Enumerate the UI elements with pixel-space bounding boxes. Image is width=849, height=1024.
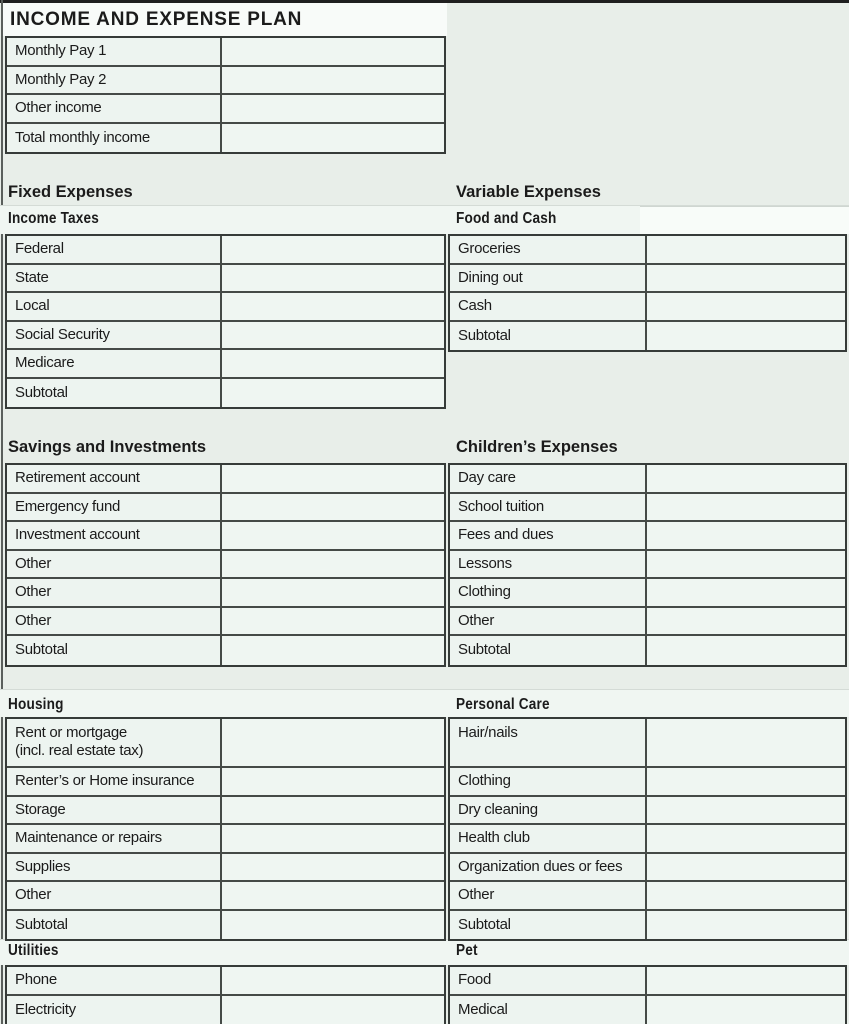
utilities-header: Utilities	[8, 942, 59, 959]
value-cell[interactable]	[222, 293, 444, 320]
value-cell[interactable]	[222, 465, 444, 492]
table-row	[7, 967, 444, 996]
row-label: Monthly Pay 2	[7, 67, 222, 94]
value-cell[interactable]	[222, 322, 444, 349]
value-cell[interactable]	[647, 551, 845, 578]
row-label-line2: (incl. real estate tax)	[15, 741, 144, 759]
row-label: Storage	[7, 797, 222, 824]
value-cell[interactable]	[222, 797, 444, 824]
row-label: Other	[7, 882, 222, 909]
row-label: Other income	[7, 95, 222, 122]
row-label: Retirement account	[7, 465, 222, 492]
value-cell[interactable]	[647, 636, 845, 665]
value-cell[interactable]	[647, 996, 845, 1024]
subheader-band	[0, 689, 849, 717]
variable-expenses-header: Variable Expenses	[456, 183, 601, 201]
row-label: Medicare	[7, 350, 222, 377]
value-cell[interactable]	[647, 768, 845, 795]
table-row	[450, 579, 845, 608]
table-row	[450, 825, 845, 854]
table-row	[7, 236, 444, 265]
housing-header: Housing	[8, 696, 64, 713]
value-cell[interactable]	[647, 465, 845, 492]
value-cell[interactable]	[647, 494, 845, 521]
table-row	[450, 636, 845, 665]
table-row	[7, 768, 444, 797]
value-cell[interactable]	[647, 797, 845, 824]
table-row	[450, 967, 845, 996]
personal-care-header: Personal Care	[456, 696, 550, 713]
row-label: Renter’s or Home insurance	[7, 768, 222, 795]
table-row	[7, 522, 444, 551]
row-label: Organization dues or fees	[450, 854, 647, 881]
row-label: State	[7, 265, 222, 292]
table-row	[450, 854, 845, 883]
table-row	[7, 265, 444, 294]
children-expenses-table	[448, 463, 847, 667]
table-row	[7, 293, 444, 322]
table-row	[450, 293, 845, 322]
table-row	[7, 719, 444, 768]
value-cell[interactable]	[647, 293, 845, 320]
table-row	[450, 608, 845, 637]
table-row	[450, 996, 845, 1024]
value-cell[interactable]	[222, 967, 444, 994]
table-row	[7, 882, 444, 911]
row-label: Food	[450, 967, 647, 994]
value-cell[interactable]	[222, 996, 444, 1024]
value-cell[interactable]	[647, 265, 845, 292]
food-and-cash-table	[448, 234, 847, 352]
row-label: Medical	[450, 996, 647, 1024]
row-label: Social Security	[7, 322, 222, 349]
row-label: Subtotal	[7, 636, 222, 665]
savings-table	[5, 463, 446, 667]
row-label: Supplies	[7, 854, 222, 881]
value-cell[interactable]	[222, 854, 444, 881]
table-row	[7, 322, 444, 351]
row-label: Day care	[450, 465, 647, 492]
value-cell[interactable]	[647, 882, 845, 909]
row-label: School tuition	[450, 494, 647, 521]
table-row	[7, 996, 444, 1024]
row-label: Subtotal	[450, 911, 647, 940]
table-row	[7, 636, 444, 665]
row-label: Subtotal	[7, 911, 222, 940]
table-row	[7, 797, 444, 826]
value-cell[interactable]	[647, 579, 845, 606]
row-label: Dining out	[450, 265, 647, 292]
value-cell[interactable]	[647, 825, 845, 852]
value-cell[interactable]	[222, 38, 444, 65]
table-row	[7, 825, 444, 854]
row-label: Other	[450, 882, 647, 909]
value-cell[interactable]	[222, 265, 444, 292]
personal-care-table	[448, 717, 847, 941]
value-cell[interactable]	[222, 379, 444, 408]
table-row	[7, 551, 444, 580]
table-row	[7, 379, 444, 408]
table-row	[7, 911, 444, 940]
row-label: Subtotal	[450, 322, 647, 351]
value-cell[interactable]	[222, 551, 444, 578]
value-cell[interactable]	[647, 522, 845, 549]
value-cell[interactable]	[647, 608, 845, 635]
value-cell[interactable]	[222, 825, 444, 852]
pet-table	[448, 965, 847, 1024]
table-row	[450, 768, 845, 797]
table-row	[7, 465, 444, 494]
row-label: Emergency fund	[7, 494, 222, 521]
row-label	[7, 719, 222, 766]
row-label-line1: Rent or mortgage	[15, 724, 127, 741]
table-row	[7, 95, 444, 124]
table-row	[7, 854, 444, 883]
row-label: Investment account	[7, 522, 222, 549]
value-cell[interactable]	[647, 719, 845, 766]
row-label: Other	[7, 579, 222, 606]
row-label: Monthly Pay 1	[7, 38, 222, 65]
food-and-cash-header: Food and Cash	[456, 210, 557, 227]
housing-table	[5, 717, 446, 941]
row-label: Phone	[7, 967, 222, 994]
income-taxes-table	[5, 234, 446, 409]
value-cell[interactable]	[222, 236, 444, 263]
table-row	[450, 465, 845, 494]
table-row	[450, 522, 845, 551]
table-row	[7, 67, 444, 96]
income-taxes-header: Income Taxes	[8, 210, 99, 227]
income-table	[5, 36, 446, 154]
value-cell[interactable]	[647, 911, 845, 940]
value-cell[interactable]	[222, 494, 444, 521]
row-label: Clothing	[450, 579, 647, 606]
table-row	[7, 124, 444, 153]
children-expenses-header: Children’s Expenses	[456, 438, 618, 456]
row-label: Other	[7, 551, 222, 578]
value-cell[interactable]	[647, 236, 845, 263]
table-row	[450, 882, 845, 911]
table-row	[450, 265, 845, 294]
row-label: Cash	[450, 293, 647, 320]
row-label: Other	[7, 608, 222, 635]
fixed-expenses-header: Fixed Expenses	[8, 183, 133, 201]
value-cell[interactable]	[222, 522, 444, 549]
row-label: Clothing	[450, 768, 647, 795]
value-cell[interactable]	[222, 608, 444, 635]
value-cell[interactable]	[222, 911, 444, 940]
title-bar	[3, 3, 447, 36]
subheader-band-bright	[640, 206, 849, 234]
table-row	[450, 797, 845, 826]
row-label: Subtotal	[7, 379, 222, 408]
table-row	[450, 911, 845, 940]
row-label: Other	[450, 608, 647, 635]
pet-header: Pet	[456, 942, 478, 959]
row-label: Lessons	[450, 551, 647, 578]
table-row	[450, 494, 845, 523]
row-label: Local	[7, 293, 222, 320]
value-cell[interactable]	[222, 768, 444, 795]
page-left-border	[1, 0, 3, 1024]
value-cell[interactable]	[222, 579, 444, 606]
row-label: Dry cleaning	[450, 797, 647, 824]
table-row	[450, 236, 845, 265]
value-cell[interactable]	[647, 854, 845, 881]
value-cell[interactable]	[647, 967, 845, 994]
value-cell[interactable]	[647, 322, 845, 351]
row-label: Groceries	[450, 236, 647, 263]
row-label: Total monthly income	[7, 124, 222, 153]
table-row	[450, 551, 845, 580]
table-row	[450, 719, 845, 768]
subheader-band	[0, 939, 849, 965]
value-cell[interactable]	[222, 719, 444, 766]
value-cell[interactable]	[222, 636, 444, 665]
table-row	[7, 350, 444, 379]
table-row	[7, 608, 444, 637]
savings-header: Savings and Investments	[8, 438, 207, 456]
value-cell[interactable]	[222, 124, 444, 153]
row-label: Subtotal	[450, 636, 647, 665]
row-label: Federal	[7, 236, 222, 263]
row-label: Health club	[450, 825, 647, 852]
row-label: Maintenance or repairs	[7, 825, 222, 852]
row-label: Electricity	[7, 996, 222, 1024]
value-cell[interactable]	[222, 95, 444, 122]
row-label: Fees and dues	[450, 522, 647, 549]
value-cell[interactable]	[222, 350, 444, 377]
value-cell[interactable]	[222, 67, 444, 94]
row-label: Hair/nails	[450, 719, 647, 766]
table-row	[7, 494, 444, 523]
utilities-table	[5, 965, 446, 1024]
table-row	[7, 579, 444, 608]
table-row	[450, 322, 845, 351]
page-title: INCOME AND EXPENSE PLAN	[10, 8, 303, 30]
value-cell[interactable]	[222, 882, 444, 909]
table-row	[7, 38, 444, 67]
